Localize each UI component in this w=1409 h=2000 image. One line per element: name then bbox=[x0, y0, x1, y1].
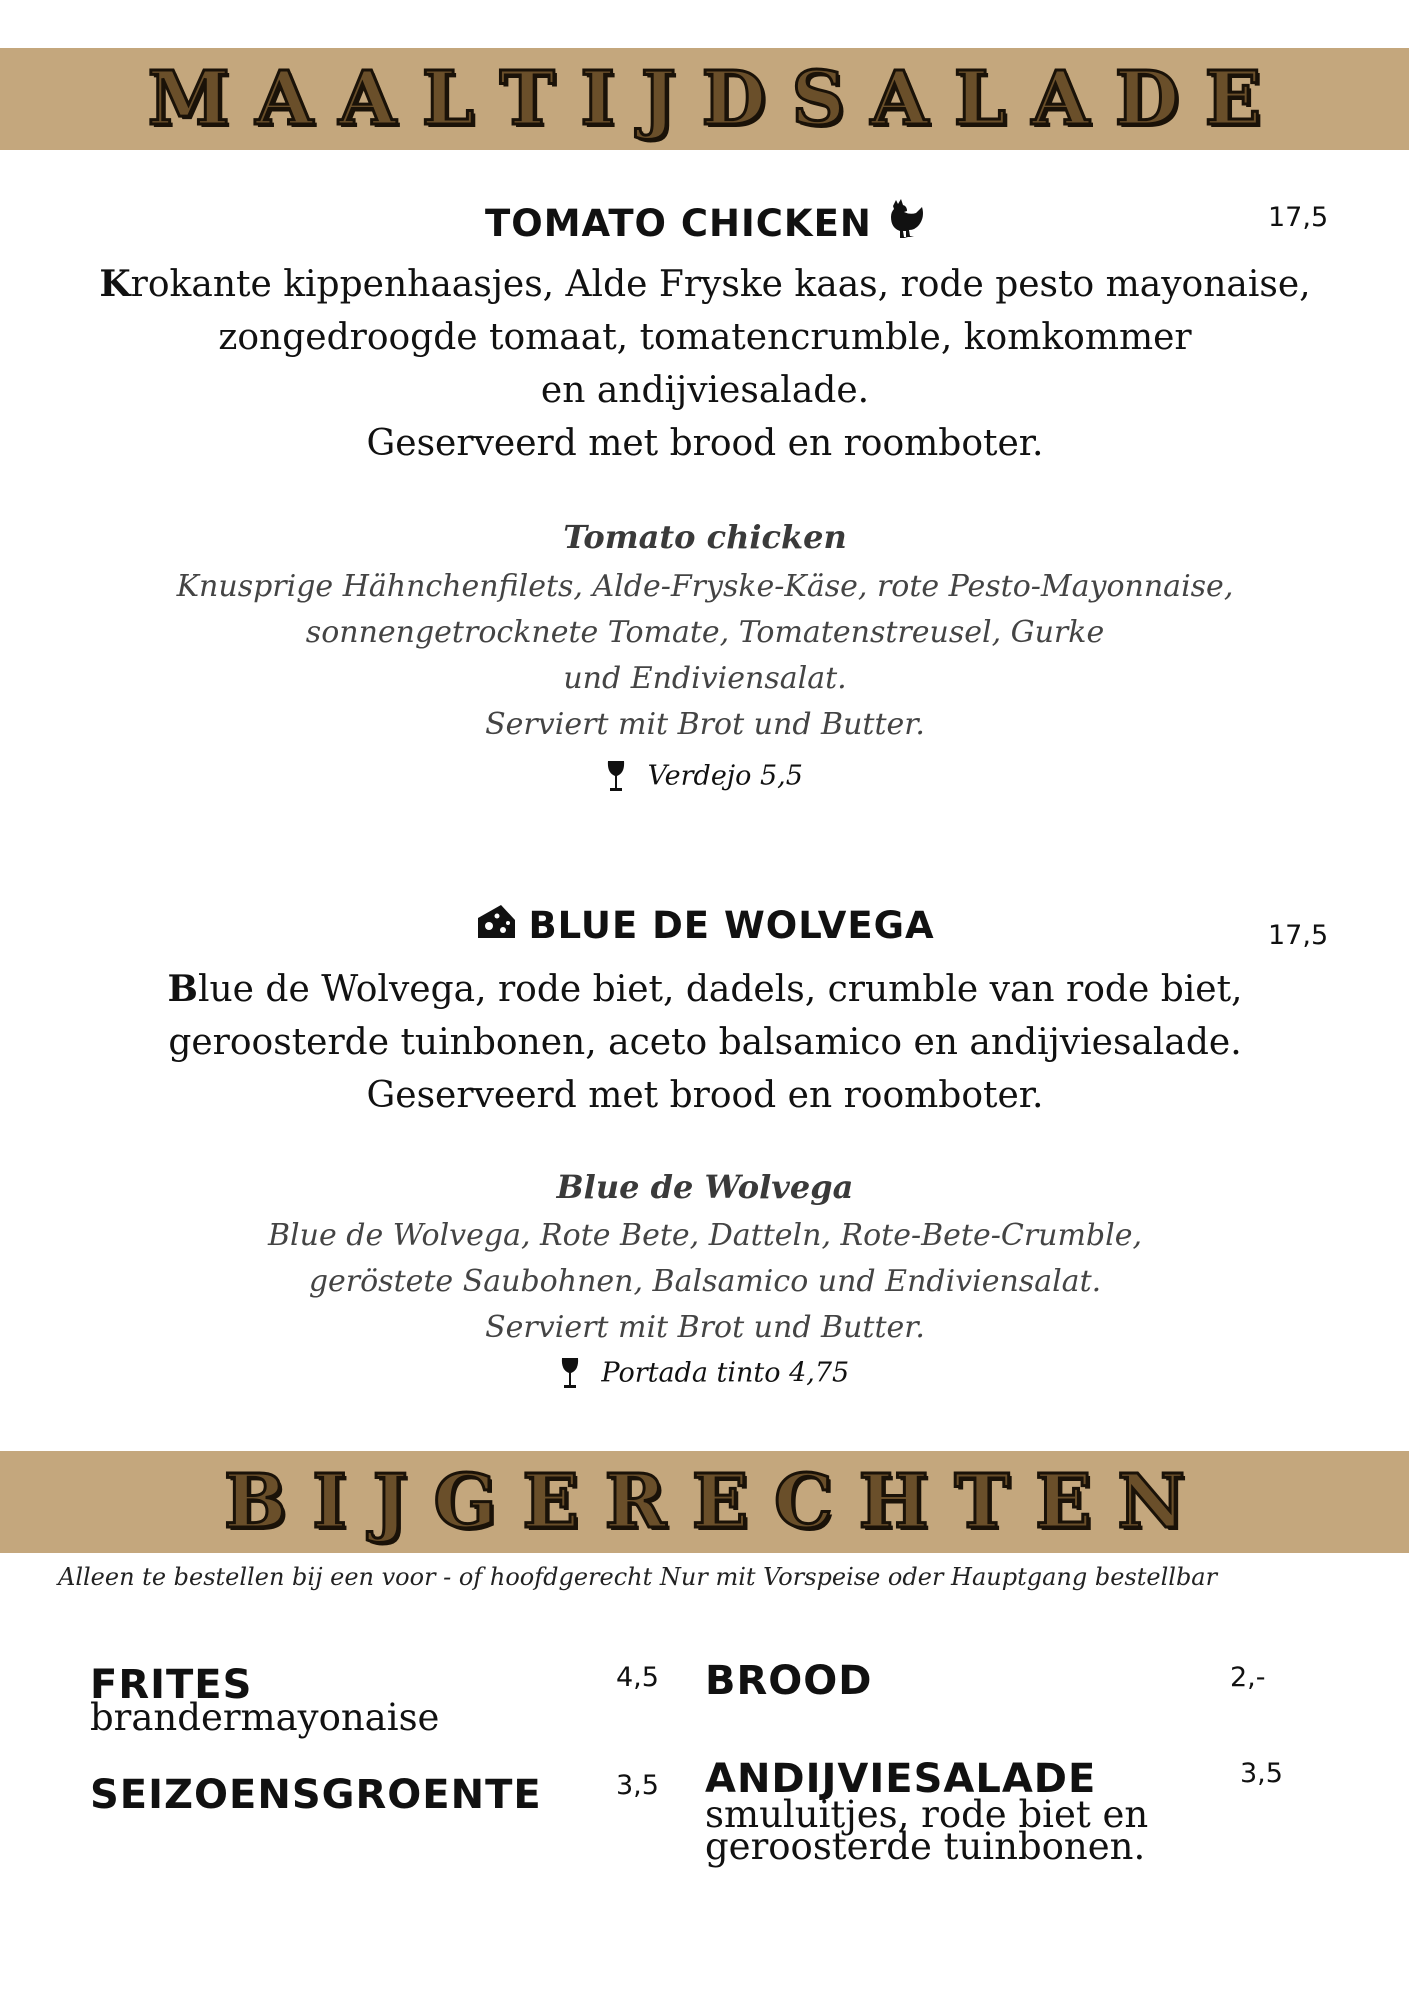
description-text: lue de Wolvega, rode biet, dadels, crumble van rode biet, bbox=[197, 969, 1243, 1010]
description-line: Geserveerd met brood en roomboter. bbox=[366, 423, 1044, 464]
maaltijdsalade-banner bbox=[0, 48, 1409, 150]
dish-title-de: Blue de Wolvega bbox=[556, 1168, 854, 1206]
dish-blue-de-wolvega-header bbox=[80, 902, 1330, 948]
description-line: geröstete Saubohnen, Balsamico und Endiviensalat. bbox=[308, 1264, 1102, 1299]
side-title-brood: BROOD bbox=[705, 1658, 873, 1704]
description-text: rokante kippenhaasjes, Alde Fryske kaas, rode pesto mayonaise, bbox=[130, 264, 1311, 305]
dish-title: BLUE DE WOLVEGA bbox=[528, 904, 935, 947]
description-initial: B bbox=[167, 968, 198, 1010]
description-line: Blue de Wolvega, Rote Bete, Datteln, Rote-Bete-Crumble, bbox=[267, 1218, 1143, 1253]
description-line: Knusprige Hähnchenfilets, Alde-Fryske-Käse, rote Pesto-Mayonnaise, bbox=[176, 569, 1234, 604]
dish-description-de bbox=[80, 564, 1330, 748]
wine-pairing bbox=[80, 1357, 1330, 1391]
dish-description-nl bbox=[80, 963, 1330, 1122]
wine-label: Verdejo 5,5 bbox=[647, 760, 803, 792]
wine-glass-icon bbox=[607, 761, 648, 792]
dish-price: 17,5 bbox=[1268, 920, 1329, 951]
chicken-icon bbox=[885, 198, 925, 246]
side-price-frites: 4,5 bbox=[616, 1662, 659, 1693]
description-line: en andijviesalade. bbox=[540, 370, 870, 411]
wine-label: Portada tinto 4,75 bbox=[601, 1357, 850, 1389]
description-line: Serviert mit Brot und Butter. bbox=[485, 1310, 925, 1345]
description-line: Serviert mit Brot und Butter. bbox=[485, 707, 925, 742]
side-price-brood: 2,- bbox=[1230, 1662, 1266, 1693]
dish-title: TOMATO CHICKEN bbox=[485, 202, 872, 245]
side-title-andijviesalade: ANDIJVIESALADE bbox=[705, 1756, 1097, 1802]
dish-tomato-chicken-header bbox=[80, 198, 1330, 246]
section-title: B I J G E R E C H T E N bbox=[224, 1459, 1185, 1545]
description-line: geroosterde tuinbonen. bbox=[705, 1825, 1146, 1868]
section-title: M A A L T I J D S A L A D E bbox=[147, 56, 1262, 142]
sides-order-note: Alleen te bestellen bij een voor - of hoofdgerecht Nur mit Vorspeise oder Hauptgang bestellbar bbox=[58, 1563, 1218, 1591]
dish-title-de: Tomato chicken bbox=[563, 518, 847, 556]
description-line bbox=[80, 963, 1330, 1016]
cheese-icon bbox=[475, 902, 519, 948]
description-line: Geserveerd met brood en roomboter. bbox=[366, 1075, 1044, 1116]
bijgerechten-banner bbox=[0, 1451, 1409, 1553]
dish-description-nl bbox=[80, 258, 1330, 470]
wine-pairing bbox=[80, 760, 1330, 794]
side-desc-andijviesalade bbox=[705, 1793, 1149, 1868]
description-initial: K bbox=[99, 263, 131, 305]
wine-glass-icon bbox=[561, 1358, 602, 1389]
dish-description-de bbox=[80, 1213, 1330, 1351]
side-price-andijviesalade: 3,5 bbox=[1240, 1758, 1283, 1789]
description-line: smuluitjes, rode biet en bbox=[705, 1793, 1149, 1836]
description-line bbox=[80, 258, 1330, 311]
side-title-seizoensgroente: SEIZOENSGROENTE bbox=[90, 1772, 542, 1818]
dish-price: 17,5 bbox=[1268, 202, 1329, 233]
side-price-seizoensgroente: 3,5 bbox=[616, 1770, 659, 1801]
description-line: zongedroogde tomaat, tomatencrumble, komkommer bbox=[218, 317, 1192, 358]
side-desc-frites: brandermayonaise bbox=[90, 1696, 440, 1739]
side-title-frites: FRITES bbox=[90, 1662, 253, 1708]
description-line: sonnengetrocknete Tomate, Tomatenstreusel, Gurke bbox=[305, 615, 1105, 650]
description-line: geroosterde tuinbonen, aceto balsamico en andijviesalade. bbox=[168, 1022, 1242, 1063]
description-line: und Endiviensalat. bbox=[563, 661, 847, 696]
